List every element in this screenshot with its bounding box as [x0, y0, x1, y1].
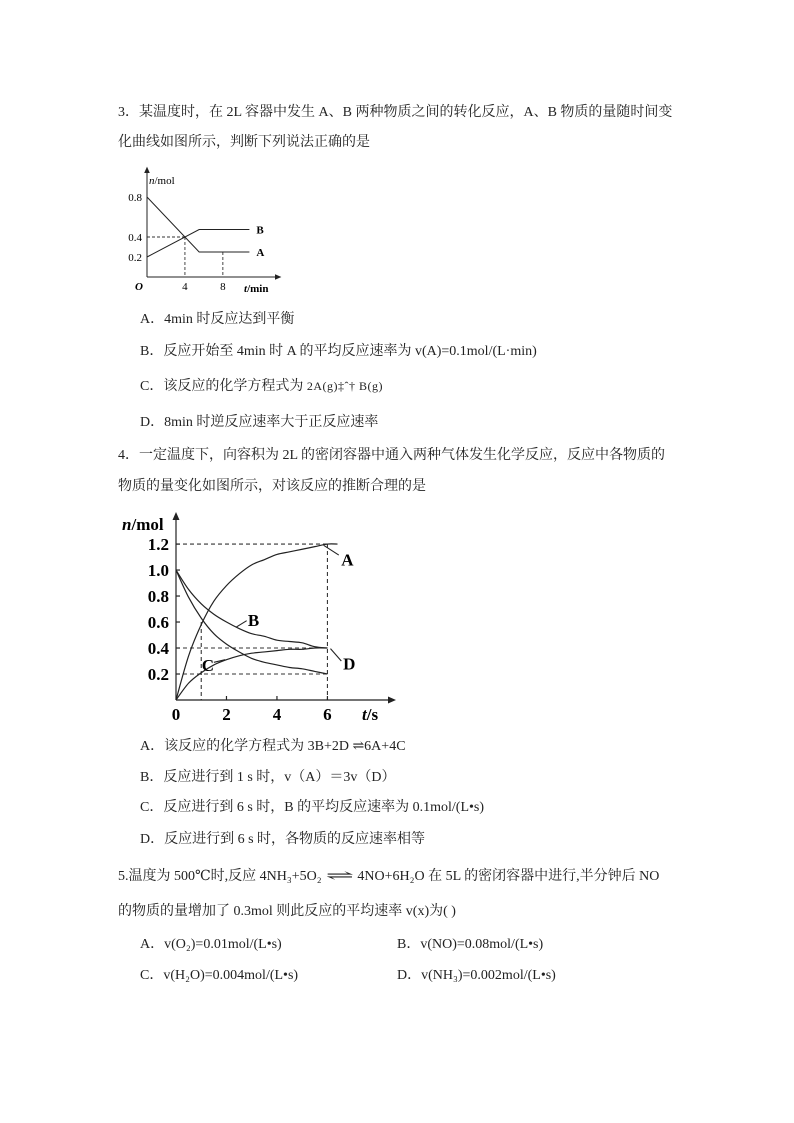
q3-option-b: B．反应开始至 4min 时 A 的平均反应速率为 v(A)=0.1mol/(L·min) — [140, 344, 537, 359]
y-tick-label: 1.0 — [147, 560, 169, 580]
q3-figure-chart — [118, 165, 283, 300]
y-axis-label — [122, 515, 164, 534]
q4-option-d: D．反应进行到 6 s 时，各物质的反应速率相等 — [140, 832, 426, 847]
x-tick-label: 2 — [222, 705, 231, 724]
x-axis-label — [244, 283, 268, 295]
q3-option-d: D．8min 时逆反应速率大于正反应速率 — [140, 415, 379, 430]
y-tick-label: 0.8 — [128, 191, 142, 204]
q4-figure-chart — [110, 508, 400, 723]
q5-stem-post: 4NO+6H₂O 在 5L 的密闭容器中进行,半分钟后 NO — [357, 869, 660, 884]
x-axis-arrow-icon — [275, 274, 281, 280]
q3-stem-line-2: 化曲线如图所示，判断下列说法正确的是 — [118, 135, 370, 150]
origin-label: O — [135, 281, 143, 293]
x-axis-label-symbol: t — [244, 283, 248, 295]
series-B-line — [176, 570, 327, 648]
series-B-line — [147, 230, 249, 258]
y-tick-label: 0.4 — [147, 638, 169, 658]
y-tick-label: 0.2 — [128, 251, 142, 264]
y-tick-label: 0.4 — [128, 231, 142, 244]
x-tick-label: 0 — [171, 705, 181, 724]
q3-option-c-equation: 2A(g)‡ˆ† B(g) — [306, 379, 383, 393]
series-C-label: C — [201, 655, 215, 675]
x-axis-label-unit: /min — [247, 283, 269, 295]
q4-stem-line-1: 4．一定温度下，向容积为 2L 的密闭容器中通入两种气体发生化学反应，反应中各物质的 — [118, 448, 666, 463]
series-B-leader-line — [236, 621, 247, 627]
y-tick-label: 0.6 — [147, 612, 169, 632]
y-axis-arrow-icon — [173, 512, 180, 520]
q5-option-a: A．v(O₂)=0.01mol/(L•s) — [140, 937, 282, 952]
q3-option-c-text: C．该反应的化学方程式为 — [140, 379, 307, 394]
y-axis-label-unit: /mol — [131, 515, 164, 534]
series-A-label: A — [256, 246, 265, 259]
y-tick-label: 1.2 — [147, 534, 169, 554]
equilibrium-arrow-icon: ⇌ — [325, 869, 354, 884]
q3-option-a: A．4min 时反应达到平衡 — [140, 312, 295, 327]
series-B-label: B — [247, 611, 260, 631]
series-D-leader-line — [330, 649, 341, 661]
x-tick-label: 4 — [182, 281, 188, 293]
x-tick-label: 4 — [272, 705, 282, 724]
y-tick-label: 0.8 — [147, 586, 169, 606]
q4-option-b: B．反应进行到 1 s 时，v（A）＝3v（D） — [140, 770, 396, 785]
y-axis-label-symbol: n — [122, 515, 132, 534]
x-axis-label-unit: /s — [366, 705, 379, 724]
y-tick-label: 0.2 — [147, 664, 169, 684]
series-A-leader-line — [324, 545, 339, 555]
q4-option-c: C．反应进行到 6 s 时，B 的平均反应速率为 0.1mol/(L•s) — [140, 800, 485, 815]
x-tick-label: 8 — [220, 281, 226, 293]
q5-option-b: B．v(NO)=0.08mol/(L•s) — [397, 937, 544, 952]
x-axis-label — [362, 705, 378, 724]
x-tick-label: 6 — [323, 705, 332, 724]
q3-option-c — [140, 376, 383, 397]
q5-option-d: D．v(NH₃)=0.002mol/(L•s) — [397, 968, 556, 983]
q4-stem-line-2: 物质的量变化如图所示，对该反应的推断合理的是 — [118, 479, 426, 494]
series-B-label: B — [256, 224, 264, 237]
q3-stem-line-1: 3．某温度时，在 2L 容器中发生 A、B 两种物质之间的转化反应，A、B 物质的量随时间变 — [118, 105, 673, 120]
y-axis-arrow-icon — [144, 167, 150, 173]
q4-option-a: A．该反应的化学方程式为 3B+2D ⇌6A+4C — [140, 739, 406, 754]
y-axis-label — [149, 175, 175, 187]
x-axis-label-symbol: t — [362, 705, 367, 724]
series-D-label: D — [343, 654, 356, 674]
y-axis-label-unit: /mol — [154, 175, 175, 187]
q5-stem-line-1 — [118, 867, 659, 887]
x-axis-arrow-icon — [388, 697, 396, 704]
q5-stem-line-2: 的物质的量增加了 0.3mol 则此反应的平均速率 v(x)为( ) — [118, 904, 456, 919]
series-A-label: A — [341, 550, 354, 570]
q5-stem-pre: 5.温度为 500℃时,反应 4NH₃+5O₂ — [118, 869, 322, 884]
series-A-line — [147, 197, 249, 252]
q5-option-c: C．v(H₂O)=0.004mol/(L•s) — [140, 968, 299, 983]
y-axis-label-symbol: n — [149, 175, 155, 187]
